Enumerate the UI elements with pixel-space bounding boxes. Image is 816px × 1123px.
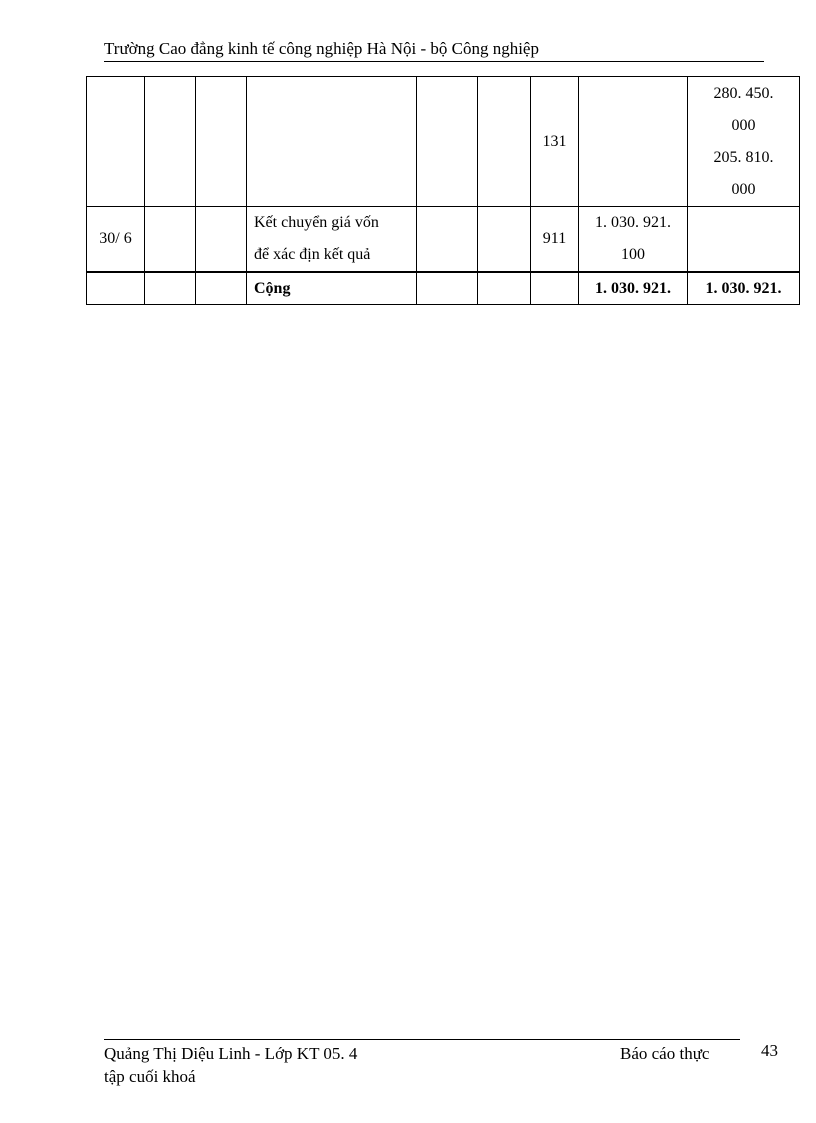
blank-cell — [478, 207, 531, 273]
page-header — [104, 38, 764, 62]
blank-cell — [145, 207, 196, 273]
debit-cell — [579, 77, 688, 207]
description-line: Kết chuyển giá vốn — [254, 214, 379, 231]
credit-line: 205. 810. — [713, 148, 774, 166]
total-debit: 1. 030. 921. — [579, 272, 688, 305]
debit-cell — [579, 207, 688, 273]
blank-cell — [417, 272, 478, 305]
account-cell: 131 — [531, 77, 579, 207]
total-credit: 1. 030. 921. — [688, 272, 800, 305]
description-line: để xác địn kết quả — [254, 246, 371, 263]
description-cell — [247, 77, 417, 207]
credit-line: 000 — [731, 180, 756, 198]
footer-author: Quảng Thị Diệu Linh - Lớp KT 05. 4 — [104, 1044, 358, 1063]
blank-cell — [196, 207, 247, 273]
credit-cell — [688, 207, 800, 273]
table-row — [87, 207, 800, 273]
credit-line: 280. 450. — [713, 84, 774, 102]
account-cell: 911 — [531, 207, 579, 273]
blank-cell — [196, 77, 247, 207]
debit-line: 1. 030. 921. — [595, 214, 671, 231]
credit-line: 000 — [731, 116, 756, 134]
date-cell: 30/ 6 — [87, 207, 145, 273]
blank-cell — [417, 77, 478, 207]
description-cell — [247, 207, 417, 273]
date-cell — [87, 77, 145, 207]
table-row — [87, 77, 800, 207]
blank-cell — [145, 77, 196, 207]
credit-cell — [688, 77, 800, 207]
ledger-table — [86, 76, 800, 305]
blank-cell — [87, 272, 145, 305]
blank-cell — [531, 272, 579, 305]
blank-cell — [196, 272, 247, 305]
footer-divider — [104, 1039, 740, 1040]
header-title: Trường Cao đẳng kinh tế công nghiệp Hà Nội - bộ Công nghiệp — [104, 39, 539, 58]
blank-cell — [417, 207, 478, 273]
total-row — [87, 272, 800, 305]
footer-report-title-continued: tập cuối khoá — [104, 1067, 196, 1086]
blank-cell — [478, 77, 531, 207]
total-label: Cộng — [247, 272, 417, 305]
blank-cell — [478, 272, 531, 305]
page-number: 43 — [761, 1041, 778, 1060]
blank-cell — [145, 272, 196, 305]
debit-line: 100 — [621, 246, 645, 263]
footer-report-title: Báo cáo thực — [620, 1044, 710, 1063]
